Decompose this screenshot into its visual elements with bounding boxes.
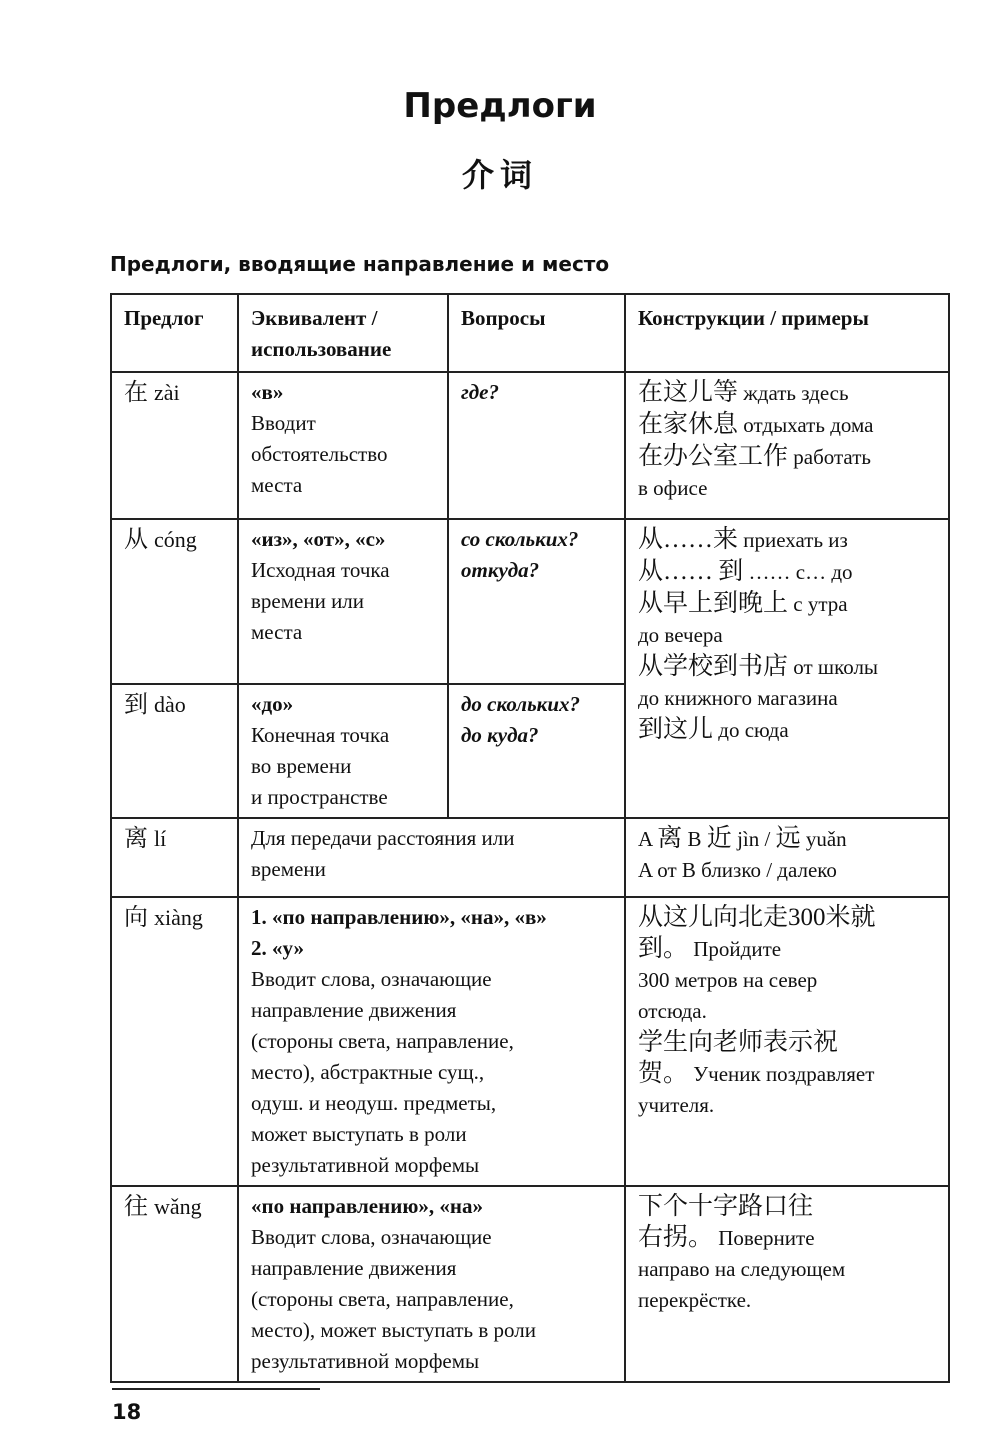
- example-line: [638, 409, 938, 441]
- usage-line: направление движения: [251, 998, 457, 1022]
- usage-line: Для передачи расстояния или: [251, 826, 515, 850]
- preposition-cell: [111, 1186, 238, 1382]
- question-text: где?: [461, 380, 499, 404]
- table-row-wang: [111, 1186, 949, 1382]
- question-cell: [448, 372, 625, 519]
- question-text: откуда?: [461, 558, 540, 582]
- preposition-pinyin: zài: [154, 380, 180, 405]
- examples-cell: [625, 372, 949, 519]
- equivalent-text: 2. «у»: [251, 936, 305, 960]
- table-row-cong: [111, 519, 949, 684]
- header-preposition: Предлог: [111, 294, 238, 372]
- example-line: [638, 588, 938, 620]
- preposition-cell: [111, 519, 238, 684]
- example-line: отсюда.: [638, 999, 707, 1023]
- example-russian: ждать здесь: [743, 381, 849, 405]
- preposition-pinyin: lí: [154, 826, 167, 851]
- usage-line: (стороны света, направление,: [251, 1287, 514, 1311]
- usage-line: Вводит слова, означающие: [251, 967, 492, 991]
- usage-line: места: [251, 473, 303, 497]
- example-chinese: 右拐。: [638, 1224, 714, 1251]
- examples-cell: [625, 1186, 949, 1382]
- page-number: 18: [112, 1400, 142, 1424]
- preposition-cell: [111, 684, 238, 818]
- preposition-pinyin: wǎng: [154, 1194, 202, 1219]
- example-russian: …… с… до: [748, 560, 853, 584]
- examples-cell: [625, 818, 949, 897]
- example-line: [638, 933, 938, 965]
- equivalent-text: «по направлению», «на»: [251, 1194, 483, 1218]
- example-line: [638, 1222, 938, 1254]
- table-row-li: [111, 818, 949, 897]
- preposition-pinyin: xiàng: [154, 905, 203, 930]
- example-chinese: 到。: [638, 935, 689, 962]
- example-line: до книжного магазина: [638, 686, 838, 710]
- example-pinyin: jìn: [737, 827, 760, 851]
- example-line: учителя.: [638, 1093, 715, 1117]
- section-heading: Предлоги, вводящие направление и место: [110, 252, 610, 276]
- usage-line: одуш. и неодуш. предметы,: [251, 1091, 497, 1115]
- usage-line: (стороны света, направление,: [251, 1029, 514, 1053]
- preposition-char: 在: [124, 380, 148, 406]
- header-equivalent-line1: Эквивалент /: [251, 306, 378, 330]
- example-chinese: 到这儿: [638, 716, 714, 743]
- example-russian: с утра: [793, 592, 848, 616]
- usage-line: Вводит слова, означающие: [251, 1225, 492, 1249]
- preposition-char: 往: [124, 1194, 148, 1220]
- example-chinese: 下个十字路口往: [638, 1193, 814, 1220]
- example-chinese: 在这儿等: [638, 379, 739, 406]
- preposition-char: 到: [124, 692, 148, 718]
- usage-line: Исходная точка: [251, 558, 390, 582]
- preposition-pinyin: dào: [154, 692, 186, 717]
- preposition-cell: [111, 372, 238, 519]
- example-russian: Ученик поздравляет: [693, 1062, 875, 1086]
- equivalent-text: «в»: [251, 380, 284, 404]
- usage-line: времени или: [251, 589, 365, 613]
- example-line: направо на следующем: [638, 1257, 846, 1281]
- example-chinese: 从早上到晚上: [638, 590, 789, 617]
- equivalent-text: «из», «от», «с»: [251, 527, 386, 551]
- usage-line: обстоятельство: [251, 442, 388, 466]
- equivalent-text: 1. «по направлению», «на», «в»: [251, 905, 547, 929]
- prepositions-table: [110, 293, 950, 1383]
- example-chinese: 从……来: [638, 526, 739, 553]
- example-line: в офисе: [638, 476, 708, 500]
- example-chinese: 离: [657, 825, 683, 852]
- example-chinese: 贺。: [638, 1060, 689, 1087]
- example-chinese: 从这儿向北走300米就: [638, 904, 876, 931]
- example-chinese: 近: [706, 825, 732, 852]
- usage-line: места: [251, 620, 303, 644]
- table-row-xiang: [111, 897, 949, 1186]
- preposition-char: 向: [124, 905, 148, 931]
- example-line: [638, 524, 938, 556]
- equivalent-text: «до»: [251, 692, 294, 716]
- footer-rule: [112, 1388, 320, 1390]
- example-russian: от школы: [793, 655, 879, 679]
- equivalent-cell: [238, 897, 625, 1186]
- question-text: до куда?: [461, 723, 539, 747]
- equivalent-cell: [238, 519, 448, 684]
- example-line: [638, 556, 938, 588]
- question-cell: [448, 519, 625, 684]
- example-line: [638, 823, 938, 855]
- preposition-cell: [111, 897, 238, 1186]
- example-line: [638, 714, 938, 746]
- usage-line: и пространстве: [251, 785, 388, 809]
- example-line: 300 метров на север: [638, 968, 818, 992]
- example-latin: B: [687, 827, 702, 851]
- equivalent-cell: [238, 1186, 625, 1382]
- usage-line: результативной морфемы: [251, 1349, 480, 1373]
- usage-line: во времени: [251, 754, 352, 778]
- preposition-char: 离: [124, 826, 148, 852]
- preposition-pinyin: cóng: [154, 527, 197, 552]
- preposition-char: 从: [124, 527, 148, 553]
- example-russian: до сюда: [718, 718, 789, 742]
- usage-line: Вводит: [251, 411, 316, 435]
- usage-line: времени: [251, 857, 326, 881]
- example-pinyin: yuǎn: [805, 827, 847, 851]
- example-chinese: 远: [775, 825, 801, 852]
- example-line: [638, 651, 938, 683]
- question-text: со скольких?: [461, 527, 579, 551]
- page-title-chinese: 介词: [461, 156, 538, 194]
- example-chinese: 从学校到书店: [638, 653, 789, 680]
- example-russian: работать: [793, 445, 871, 469]
- table-row-zai: [111, 372, 949, 519]
- example-russian: приехать из: [743, 528, 848, 552]
- example-line: [638, 1058, 938, 1090]
- usage-line: место), абстрактные сущ.,: [251, 1060, 485, 1084]
- example-chinese: 在家休息: [638, 411, 739, 438]
- equivalent-cell: [238, 372, 448, 519]
- header-equivalent-line2: использование: [251, 337, 392, 361]
- examples-cell: [625, 897, 949, 1186]
- example-separator: /: [764, 827, 771, 851]
- example-chinese: 学生向老师表示祝: [638, 1029, 839, 1056]
- header-equivalent: [238, 294, 448, 372]
- usage-line: направление движения: [251, 1256, 457, 1280]
- example-line: [638, 377, 938, 409]
- page-title: Предлоги: [403, 86, 597, 126]
- usage-line: результативной морфемы: [251, 1153, 480, 1177]
- equivalent-cell: [238, 684, 448, 818]
- example-russian: отдыхать дома: [743, 413, 874, 437]
- example-latin: A: [638, 827, 653, 851]
- example-russian: Пройдите: [693, 937, 782, 961]
- example-chinese: 到: [718, 558, 744, 585]
- question-text: до скольких?: [461, 692, 581, 716]
- header-questions: Вопросы: [448, 294, 625, 372]
- usage-line: может выступать в роли: [251, 1122, 467, 1146]
- example-line: [638, 441, 938, 473]
- usage-line: Конечная точка: [251, 723, 390, 747]
- equivalent-cell: [238, 818, 625, 897]
- example-russian: Поверните: [718, 1226, 815, 1250]
- example-chinese: 从……: [638, 558, 714, 585]
- example-line: до вечера: [638, 623, 723, 647]
- example-line: перекрёстке.: [638, 1288, 752, 1312]
- question-cell: [448, 684, 625, 818]
- examples-cell-cong-dao: [625, 519, 949, 818]
- usage-line: место), может выступать в роли: [251, 1318, 536, 1342]
- table-header-row: [111, 294, 949, 372]
- header-constructions: Конструкции / примеры: [625, 294, 949, 372]
- preposition-cell: [111, 818, 238, 897]
- example-chinese: 在办公室工作: [638, 443, 789, 470]
- example-line: A от B близко / далеко: [638, 858, 837, 882]
